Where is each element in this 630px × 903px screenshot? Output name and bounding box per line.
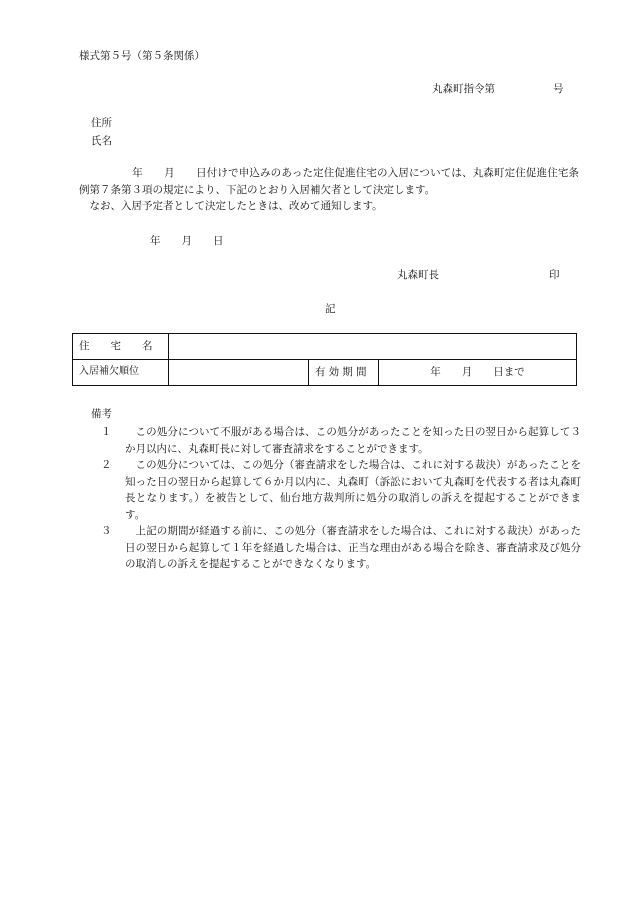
ki-heading: 記 <box>325 303 336 315</box>
name-label: 氏名 <box>91 135 112 147</box>
note-number: １ <box>101 426 112 439</box>
note-item <box>101 523 581 573</box>
signature-line <box>397 268 560 283</box>
validity-period-value: 年 月 日まで <box>379 360 577 386</box>
housing-info-table <box>72 333 577 386</box>
mayor-title: 丸森町長 <box>397 269 439 281</box>
note-text: この処分については、この処分（審査請求をした場合は、これに対する裁決）があったことを知った日の翌日から起算して６か月以内に、丸森町（訴訟において丸森町を代表する者は丸森町長となります。）を被告として、仙台地方裁判所に処分の取消しの訴えを提起することができます。 <box>125 459 581 521</box>
form-number: 様式第５号（第５条関係） <box>79 50 205 62</box>
note-number: ３ <box>101 525 112 538</box>
note-text: この処分について不服がある場合は、この処分があったことを知った日の翌日から起算して３か月以内に、丸森町長に対して審査請求をすることができます。 <box>125 426 581 455</box>
date-line: 年 月 日 <box>150 235 224 247</box>
seal-mark: 印 <box>549 269 560 281</box>
notes-title: 備考 <box>91 408 112 420</box>
table-row <box>73 334 577 360</box>
notes-section <box>91 407 581 573</box>
note-number: ２ <box>101 459 112 472</box>
housing-name-label: 住 宅 名 <box>73 334 169 360</box>
housing-name-value <box>169 334 577 360</box>
note-item <box>101 457 581 523</box>
document-number-suffix: 号 <box>553 83 564 95</box>
document-number-prefix: 丸森町指令第 <box>432 83 495 95</box>
body-paragraph-1: 年 月 日付けで申込みのあった定住促進住宅の入居については、丸森町定住促進住宅条例第７条第３項の規定により、下記のとおり入居補欠者として決定します。 <box>79 167 579 196</box>
rank-label: 入居補欠順位 <box>73 360 169 386</box>
document-number <box>432 82 564 97</box>
note-item <box>101 424 581 457</box>
body-paragraph-2: なお、入居予定者として決定したときは、改めて通知します。 <box>79 200 383 212</box>
validity-period-label: 有効期間 <box>309 360 379 386</box>
note-text: 上記の期間が経過する前に、この処分（審査請求をした場合は、これに対する裁決）があった日の翌日から起算して１年を経過した場合は、正当な理由がある場合を除き、審査請求及び処分の取消しの訴えを提起することができなくなります。 <box>125 525 581 571</box>
table-row <box>73 360 577 386</box>
rank-value <box>169 360 309 386</box>
address-label: 住所 <box>91 117 112 129</box>
body-text <box>79 165 579 215</box>
